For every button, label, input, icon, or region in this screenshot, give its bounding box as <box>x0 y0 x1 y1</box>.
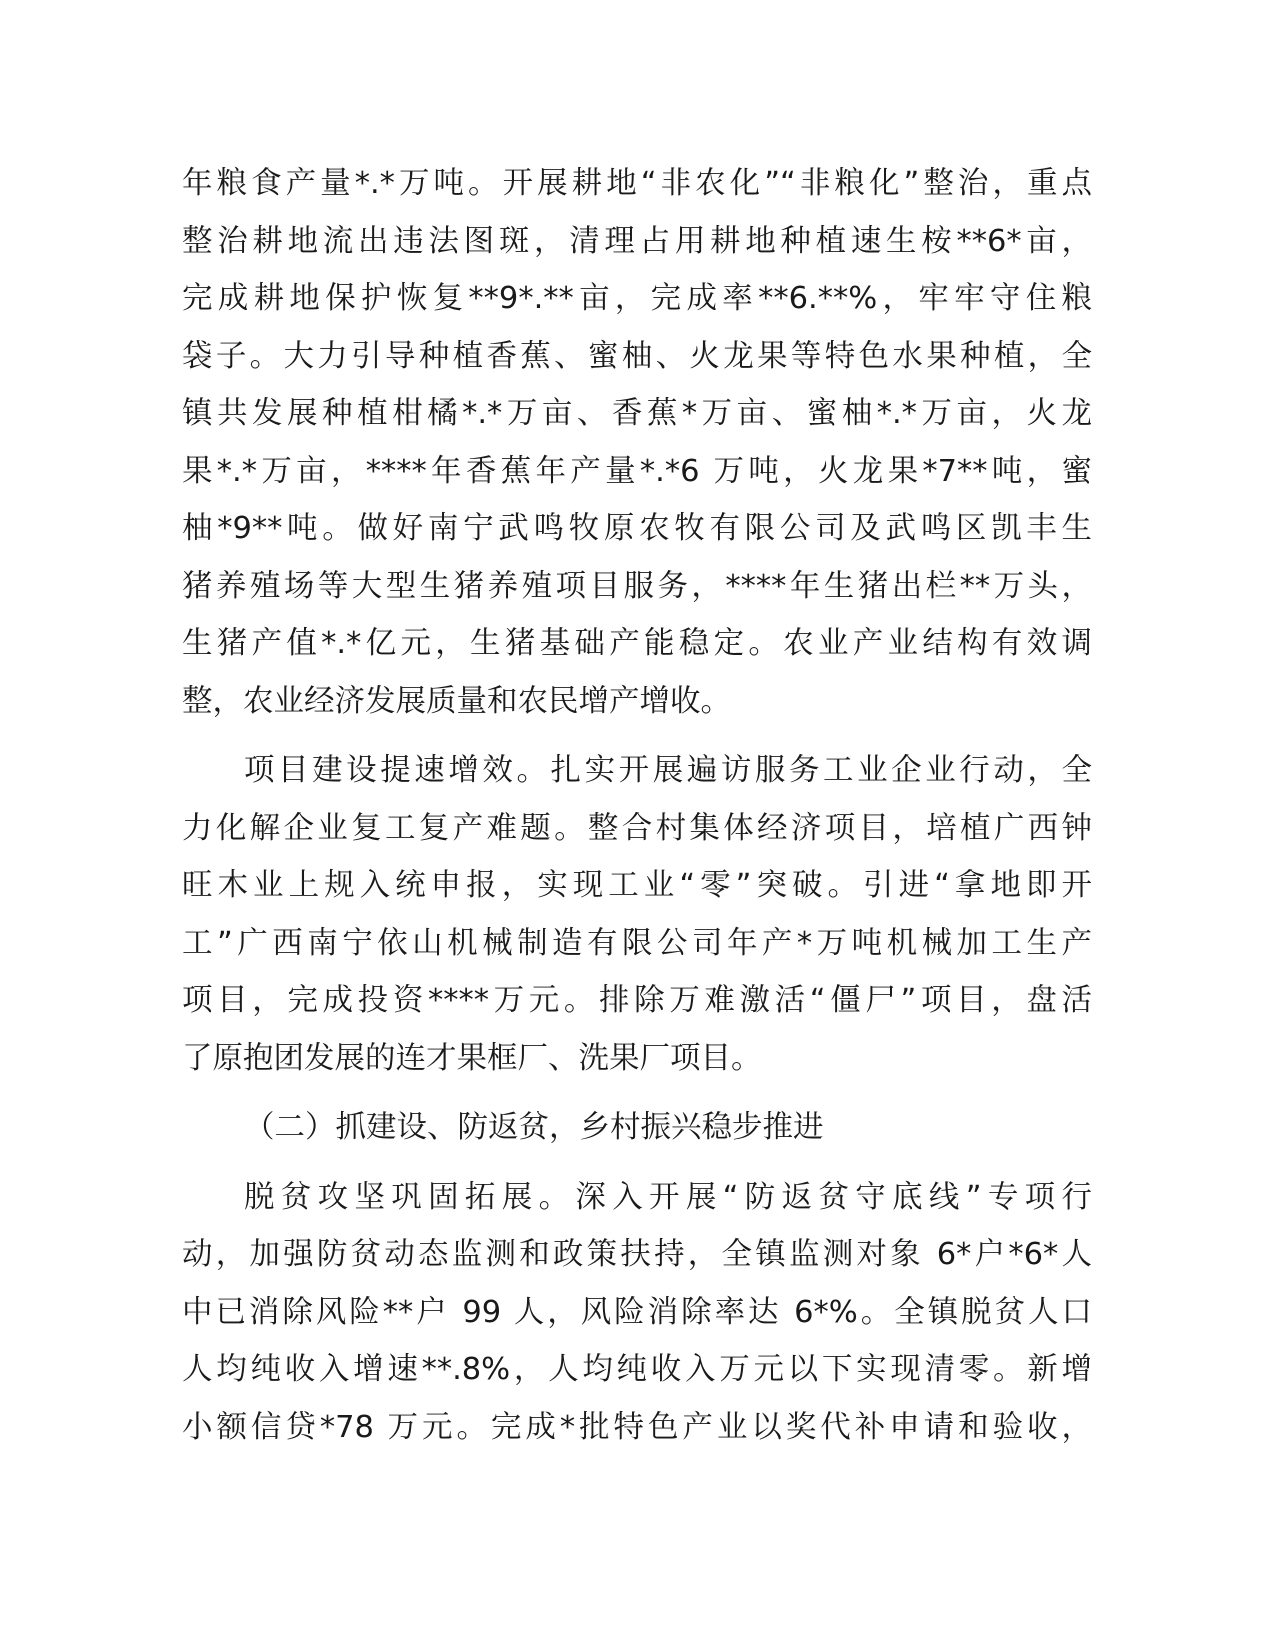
text-line: 柚*9**吨。做好南宁武鸣牧原农牧有限公司及武鸣区凯丰生 <box>182 511 1092 546</box>
paragraph-grain-and-fruit <box>182 155 1092 730</box>
paragraph-spacer <box>182 1087 1092 1099</box>
text-line: 旺木业上规入统申报，实现工业“零”突破。引进“拿地即开 <box>182 868 1092 903</box>
text-line: 整，农业经济发展质量和农民增产增收。 <box>182 683 731 719</box>
text-line: 工”广西南宁依山机械制造有限公司年产*万吨机械加工生产 <box>182 925 1092 961</box>
text-line: 猪养殖场等大型生猪养殖项目服务，****年生猪出栏**万头， <box>182 568 1092 604</box>
paragraph-project-construction <box>182 742 1092 1087</box>
text-line: 小额信贷*78 万元。完成*批特色产业以奖代补申请和验收， <box>182 1409 1092 1445</box>
paragraph-spacer <box>182 730 1092 742</box>
text-line: 人均纯收入增速**.8%，人均纯收入万元以下实现清零。新增 <box>182 1352 1092 1387</box>
text-line: 中已消除风险**户 99 人，风险消除率达 6*%。全镇脱贫人口 <box>182 1294 1092 1330</box>
paragraph-spacer <box>182 1157 1092 1169</box>
document-body <box>182 155 1092 1456</box>
text-line: 力化解企业复工复产难题。整合村集体经济项目，培植广西钟 <box>182 810 1092 846</box>
section-heading-text: （二）抓建设、防返贫，乡村振兴稳步推进 <box>244 1110 824 1145</box>
text-line: 动，加强防贫动态监测和政策扶持，全镇监测对象 6*户*6*人 <box>182 1237 1092 1272</box>
text-line: 果*.*万亩，****年香蕉年产量*.*6 万吨，火龙果*7**吨，蜜 <box>182 453 1092 489</box>
text-line: 镇共发展种植柑橘*.*万亩、香蕉*万亩、蜜柚*.*万亩，火龙 <box>182 396 1092 431</box>
section-heading <box>182 1099 1092 1157</box>
text-line: 年粮食产量*.*万吨。开展耕地“非农化”“非粮化”整治，重点 <box>182 166 1092 201</box>
text-line: 整治耕地流出违法图斑，清理占用耕地种植速生桉**6*亩， <box>182 223 1092 259</box>
text-line: 脱贫攻坚巩固拓展。深入开展“防返贫守底线”专项行 <box>244 1179 1092 1215</box>
paragraph-poverty-alleviation <box>182 1169 1092 1457</box>
text-line: 项目建设提速增效。扎实开展遍访服务工业企业行动，全 <box>244 753 1092 788</box>
text-line: 项目，完成投资****万元。排除万难激活“僵尸”项目，盘活 <box>182 983 1092 1018</box>
text-line: 袋子。大力引导种植香蕉、蜜柚、火龙果等特色水果种植，全 <box>182 338 1092 374</box>
text-line: 生猪产值*.*亿元，生猪基础产能稳定。农业产业结构有效调 <box>182 626 1092 661</box>
text-line: 了原抱团发展的连才果框厂、洗果厂项目。 <box>182 1040 762 1076</box>
text-line: 完成耕地保护恢复**9*.**亩，完成率**6.**%，牢牢守住粮 <box>182 281 1092 316</box>
